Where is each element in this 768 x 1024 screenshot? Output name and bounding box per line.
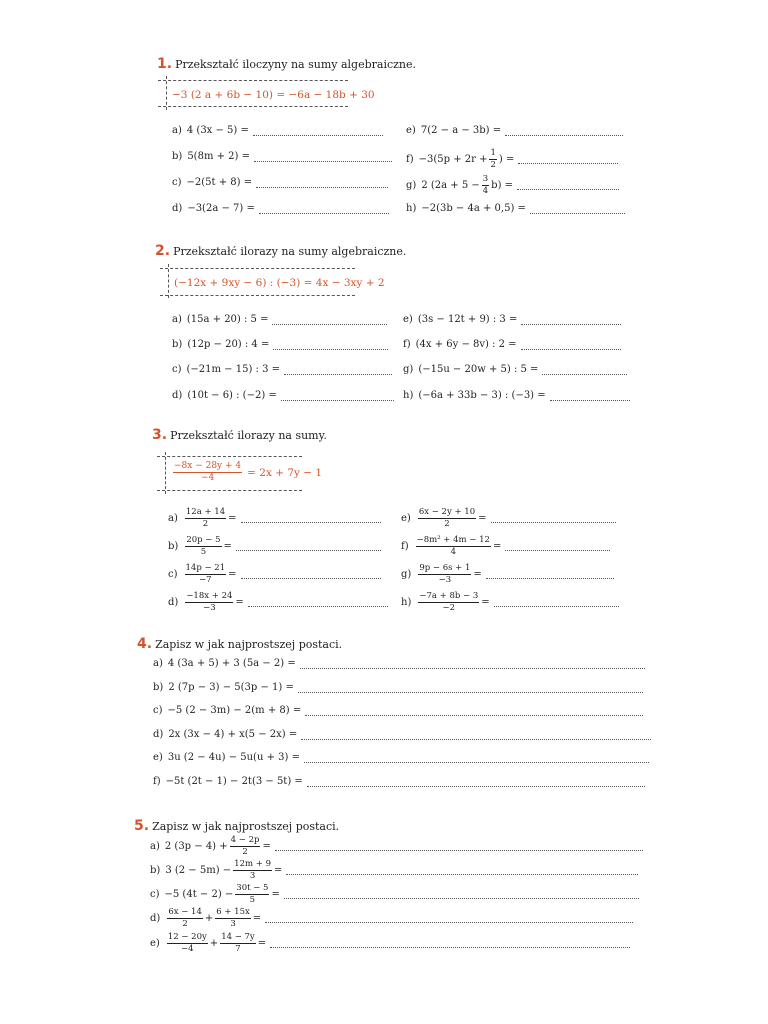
exercise-3-number: 3. (152, 427, 168, 443)
exercise-2-title (155, 243, 406, 259)
answer-field[interactable] (307, 777, 645, 787)
answer-field[interactable] (253, 126, 383, 136)
answer-field[interactable] (530, 204, 625, 214)
ex2-item-f: f) (4x + 6y − 8v) : 2 = (403, 339, 621, 350)
answer-field[interactable] (256, 178, 388, 188)
ex5-item-c: c) −5 (4t − 2) − $\frac{30t - 5}{5}$ = (150, 884, 639, 904)
exercise-3-title (152, 427, 327, 443)
ex2-item-g: g) (−15u − 20w + 5) : 5 = (403, 364, 627, 375)
example-formula: (−12x + 9xy − 6) : (−3) = 4x − 3xy + 2 (174, 277, 385, 289)
answer-field[interactable] (491, 513, 616, 523)
ex2-item-a: a) (15a + 20) : 5 = (172, 314, 387, 325)
answer-field[interactable] (284, 889, 639, 899)
ex3-item-h: h) $\frac{-7a + 8b - 3}{-2}$ = (401, 592, 619, 612)
answer-field[interactable] (301, 730, 651, 740)
ex1-item-b: b) 5(8m + 2) = (172, 151, 392, 162)
exercise-1-number: 1. (157, 56, 173, 72)
answer-field[interactable] (305, 706, 643, 716)
answer-field[interactable] (286, 865, 638, 875)
answer-field[interactable] (259, 204, 389, 214)
ex2-item-c: c) (−21m − 15) : 3 = (172, 364, 392, 375)
answer-field[interactable] (521, 315, 621, 325)
ex1-item-g: g) 2 (2a + 5 − $\frac{3}{4}$ b) = (406, 175, 619, 195)
answer-field[interactable] (505, 126, 623, 136)
ex3-item-e: e) $\frac{6x - 2y + 10}{2}$ = (401, 508, 616, 528)
exercise-4-instruction: Zapisz w jak najprostszej postaci. (155, 638, 343, 651)
answer-field[interactable] (248, 597, 388, 607)
ex2-item-e: e) (3s − 12t + 9) : 3 = (403, 314, 621, 325)
answer-field[interactable] (281, 391, 394, 401)
ex2-item-h: h) (−6a + 33b − 3) : (−3) = (403, 390, 630, 401)
answer-field[interactable] (265, 913, 633, 923)
exercise-4-title (137, 636, 342, 652)
example-formula: −3 (2 a + 6b − 10) = −6a − 18b + 30 (172, 89, 375, 101)
ex1-item-a: a) 4 (3x − 5) = (172, 125, 383, 136)
ex1-item-f: f) −3(5p + 2r + $\frac{1}{2}$ ) = (406, 149, 618, 169)
exercise-5-title (134, 818, 339, 834)
answer-field[interactable] (241, 569, 381, 579)
answer-field[interactable] (542, 365, 627, 375)
exercise-1-title (157, 56, 416, 72)
answer-field[interactable] (254, 152, 392, 162)
ex3-item-b: b) $\frac{20p - 5}{5}$ = (168, 536, 381, 556)
answer-field[interactable] (275, 841, 643, 851)
ex1-item-d: d) −3(2a − 7) = (172, 203, 389, 214)
ex4-item-d: d) 2x (3x − 4) + x(5 − 2x) = (153, 729, 651, 740)
ex3-item-f: f) $\frac{\text{−8m² + 4m − 12}}{4}$ = (401, 536, 610, 556)
exercise-2-number: 2. (155, 243, 171, 259)
example-formula: $\frac{-8x - 28y + 4}{-4}$ = 2x + 7y − 1 (174, 461, 323, 483)
ex1-item-h: h) −2(3b − 4a + 0,5) = (406, 203, 625, 214)
answer-field[interactable] (521, 340, 621, 350)
answer-field[interactable] (304, 753, 649, 763)
exercise-2-example (160, 268, 385, 312)
answer-field[interactable] (494, 597, 619, 607)
ex5-item-a: a) 2 (3p − 4) + $\frac{4 - 2p}{2}$ = (150, 836, 643, 856)
answer-field[interactable] (270, 938, 630, 948)
ex5-item-b: b) 3 (2 − 5m) − $\frac{12m + 9}{3}$ = (150, 860, 638, 880)
answer-field[interactable] (505, 541, 610, 551)
exercise-5-number: 5. (134, 818, 150, 834)
exercise-2-instruction: Przekształć ilorazy na sumy algebraiczne. (173, 245, 407, 258)
ex1-item-c: c) −2(5t + 8) = (172, 177, 388, 188)
answer-field[interactable] (272, 315, 387, 325)
answer-field[interactable] (236, 541, 381, 551)
answer-field[interactable] (298, 683, 643, 693)
ex3-item-c: c) $\frac{14p - 21}{-7}$ = (168, 564, 381, 584)
exercise-3-example (157, 456, 357, 500)
exercise-4-number: 4. (137, 636, 153, 652)
ex4-item-a: a) 4 (3a + 5) + 3 (5a − 2) = (153, 658, 645, 669)
ex4-item-f: f) −5t (2t − 1) − 2t(3 − 5t) = (153, 776, 645, 787)
ex1-item-e: e) 7(2 − a − 3b) = (406, 125, 623, 136)
answer-field[interactable] (550, 391, 630, 401)
ex3-item-g: g) $\frac{9p - 6s + 1}{-3}$ = (401, 564, 614, 584)
ex4-item-c: c) −5 (2 − 3m) − 2(m + 8) = (153, 705, 643, 716)
ex5-item-d: d) $\frac{6x - 14}{2}$ + $\frac{6 + 15x}{3}$ = (150, 908, 633, 928)
ex4-item-e: e) 3u (2 − 4u) − 5u(u + 3) = (153, 752, 649, 763)
exercise-1-example (158, 80, 375, 124)
exercise-5-instruction: Zapisz w jak najprostszej postaci. (152, 820, 340, 833)
ex3-item-d: d) $\frac{-18x + 24}{-3}$ = (168, 592, 388, 612)
answer-field[interactable] (273, 340, 388, 350)
ex4-item-b: b) 2 (7p − 3) − 5(3p − 1) = (153, 682, 643, 693)
exercise-3-instruction: Przekształć ilorazy na sumy. (170, 429, 327, 442)
answer-field[interactable] (284, 365, 392, 375)
answer-field[interactable] (517, 180, 619, 190)
ex2-item-b: b) (12p − 20) : 4 = (172, 339, 388, 350)
answer-field[interactable] (486, 569, 614, 579)
ex3-item-a: a) $\frac{12a + 14}{2}$ = (168, 508, 381, 528)
answer-field[interactable] (518, 154, 618, 164)
answer-field[interactable] (300, 659, 645, 669)
exercise-1-instruction: Przekształć iloczyny na sumy algebraiczne. (175, 58, 417, 71)
ex5-item-e: e) $\frac{12 - 20y}{-4}$ + $\frac{14 - 7y}{7}$ = (150, 933, 630, 953)
answer-field[interactable] (241, 513, 381, 523)
ex2-item-d: d) (10t − 6) : (−2) = (172, 390, 394, 401)
